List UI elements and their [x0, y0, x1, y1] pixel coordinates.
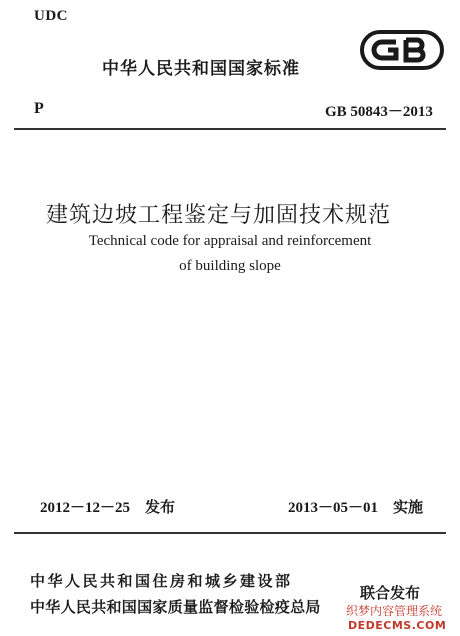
bottom-divider [14, 532, 446, 534]
watermark-en: DEDECMS.COM [348, 619, 447, 632]
gb-logo-icon [360, 30, 444, 70]
udc-label: UDC [34, 8, 68, 24]
joint-release-label: 联合发布 [360, 584, 421, 602]
watermark-cn: 织梦内容管理系统 [346, 604, 443, 618]
top-divider [14, 128, 446, 130]
standard-code: GB 50843－2013 [325, 104, 433, 120]
title-english-line1: Technical code for appraisal and reinforcement [88, 233, 372, 249]
issue-date: 2012－12－25 发布 [40, 500, 176, 516]
publisher-aqsiq: 中华人民共和国国家质量监督检验检疫总局 [30, 598, 321, 616]
national-standard-heading: 中华人民共和国国家标准 [102, 59, 300, 79]
publisher-ministry: 中华人民共和国住房和城乡建设部 [30, 572, 293, 590]
category-letter: P [34, 100, 44, 117]
implementation-date: 2013－05－01 实施 [288, 500, 424, 516]
title-english-line2: of building slope [179, 258, 281, 274]
title-chinese: 建筑边坡工程鉴定与加固技术规范 [46, 203, 392, 228]
